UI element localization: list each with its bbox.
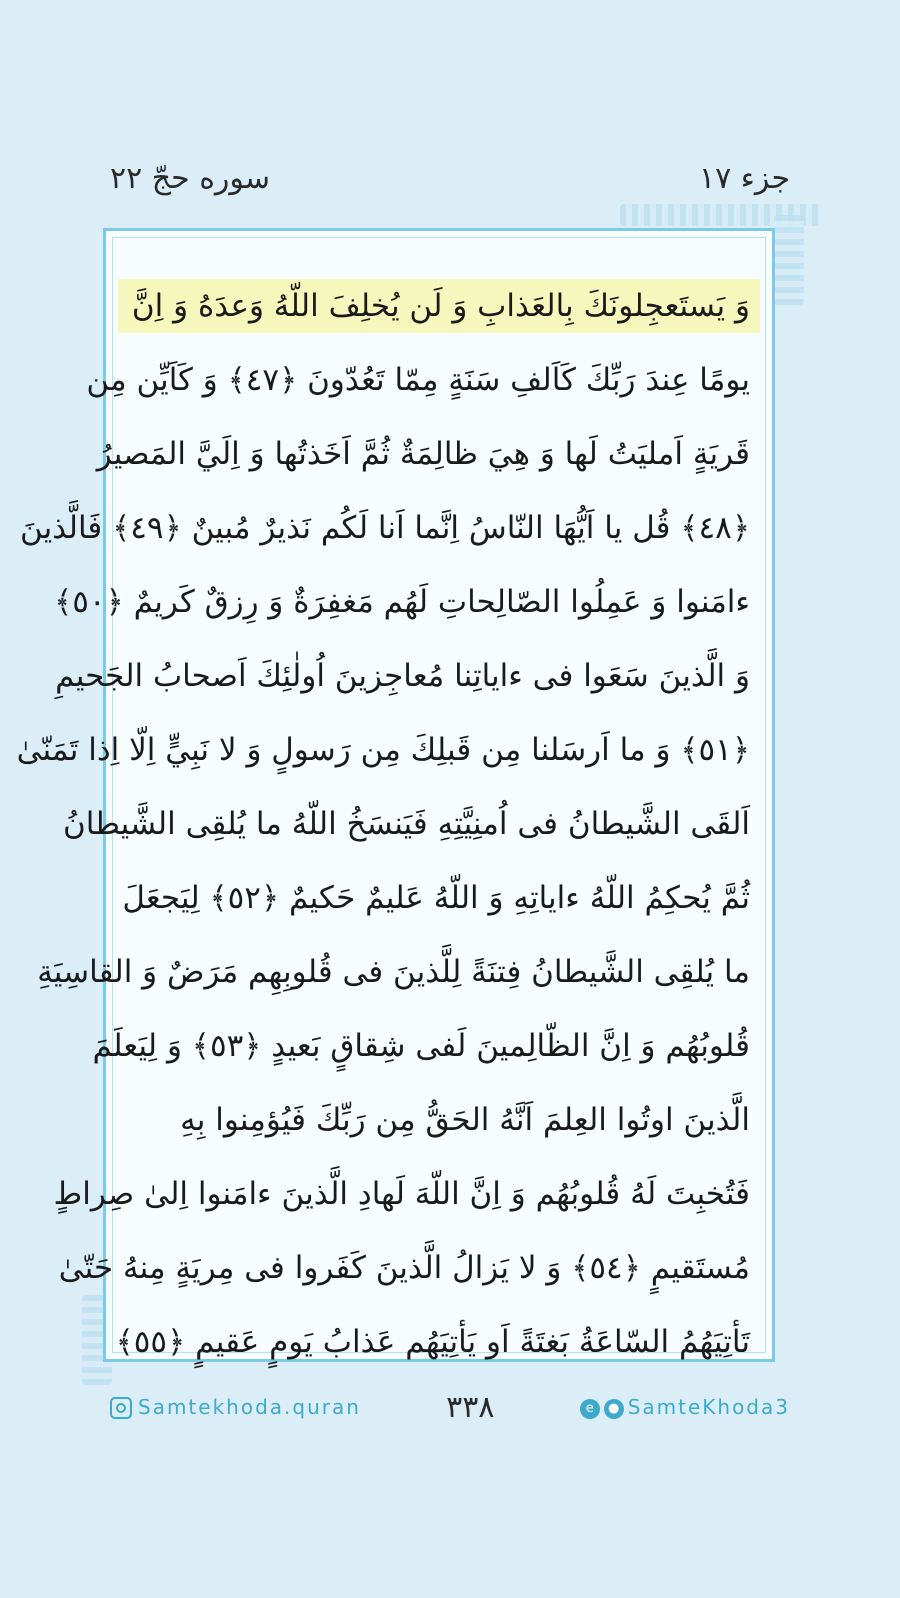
verse-line: ﴿٤٨﴾ قُل يا اَيُّهَا النّاسُ اِنَّما اَنا لَكُم نَذيرٌ مُبينٌ ﴿٤٩﴾ فَالَّذينَ [20, 510, 750, 546]
page-number: ٣٣٨ [446, 1389, 495, 1425]
verse-line: ما يُلقِى الشَّيطانُ فِتنَةً لِلَّذينَ فى قُلوبِهِم مَرَضٌ وَ القاسِيَةِ [37, 954, 750, 990]
juz-label: جزء ١٧ [699, 160, 790, 196]
instagram-text: Samtekhoda.quran [138, 1394, 361, 1419]
channel-text: SamteKhoda3 [627, 1395, 790, 1419]
page-header [110, 150, 790, 206]
verse-line: ﴿٥١﴾ وَ ما اَرسَلنا مِن قَبلِكَ مِن رَسولٍ وَ لا نَبِيٍّ اِلّا اِذا تَمَنّىٰ [16, 732, 750, 768]
verse-line: فَتُخبِتَ لَهُ قُلوبُهُم وَ اِنَّ اللّهَ لَهادِ الَّذينَ ءامَنوا اِلىٰ صِراطٍ [53, 1176, 750, 1212]
verse-line: اَلقَى الشَّيطانُ فى اُمنِيَّتِهِ فَيَنسَخُ اللّهُ ما يُلقِى الشَّيطانُ [63, 806, 750, 842]
verse-line: الَّذينَ اوتُوا العِلمَ اَنَّهُ الحَقُّ مِن رَبِّكَ فَيُؤمِنوا بِهِ [180, 1102, 750, 1138]
bale-icon: ● [604, 1399, 624, 1419]
verse-line: تَأتِيَهُمُ السّاعَةُ بَغتَةً اَو يَأتِيَهُم عَذابُ يَومٍ عَقيمٍ ﴿٥٥﴾ [115, 1324, 750, 1360]
verse-line-highlighted: وَ يَستَعجِلونَكَ بِالعَذابِ وَ لَن يُخلِفَ اللّهُ وَعدَهُ وَ اِنَّ [118, 279, 760, 333]
channel-handle[interactable] [580, 1395, 790, 1419]
verse-line: مُستَقيمٍ ﴿٥٤﴾ وَ لا يَزالُ الَّذينَ كَفَروا فى مِريَةٍ مِنهُ حَتّىٰ [58, 1250, 750, 1286]
verse-lines [16, 269, 772, 1379]
ornament-right [774, 215, 804, 305]
surah-label: سوره حجّ ٢٢ [110, 160, 271, 196]
verse-line: قَريَةٍ اَمليَتُ لَها وَ هِيَ ظالِمَةٌ ثُمَّ اَخَذتُها وَ اِلَيَّ المَصيرُ [96, 436, 750, 472]
page-footer [110, 1382, 790, 1432]
verse-line: قُلوبُهُم وَ اِنَّ الظّالِمينَ لَفى شِقاقٍ بَعيدٍ ﴿٥٣﴾ وَ لِيَعلَمَ [92, 1028, 750, 1064]
text-frame [16, 228, 775, 1362]
instagram-icon [110, 1397, 132, 1419]
eitaa-icon: e [580, 1399, 600, 1419]
verse-line: يومًا عِندَ رَبِّكَ كَاَلفِ سَنَةٍ مِمّا تَعُدّونَ ﴿٤٧﴾ وَ كَاَيِّن مِن [86, 362, 750, 398]
verse-line: ثُمَّ يُحكِمُ اللّهُ ءاياتِهِ وَ اللّهُ عَليمٌ حَكيمٌ ﴿٥٢﴾ لِيَجعَلَ [122, 880, 750, 916]
instagram-handle[interactable] [110, 1395, 361, 1420]
verse-line: ءامَنوا وَ عَمِلُوا الصّالِحاتِ لَهُم مَغفِرَةٌ وَ رِزقٌ كَريمٌ ﴿٥٠﴾ [54, 584, 750, 620]
verse-line: وَ الَّذينَ سَعَوا فى ءاياتِنا مُعاجِزينَ اُولٰئِكَ اَصحابُ الجَحيمِ [55, 658, 750, 694]
